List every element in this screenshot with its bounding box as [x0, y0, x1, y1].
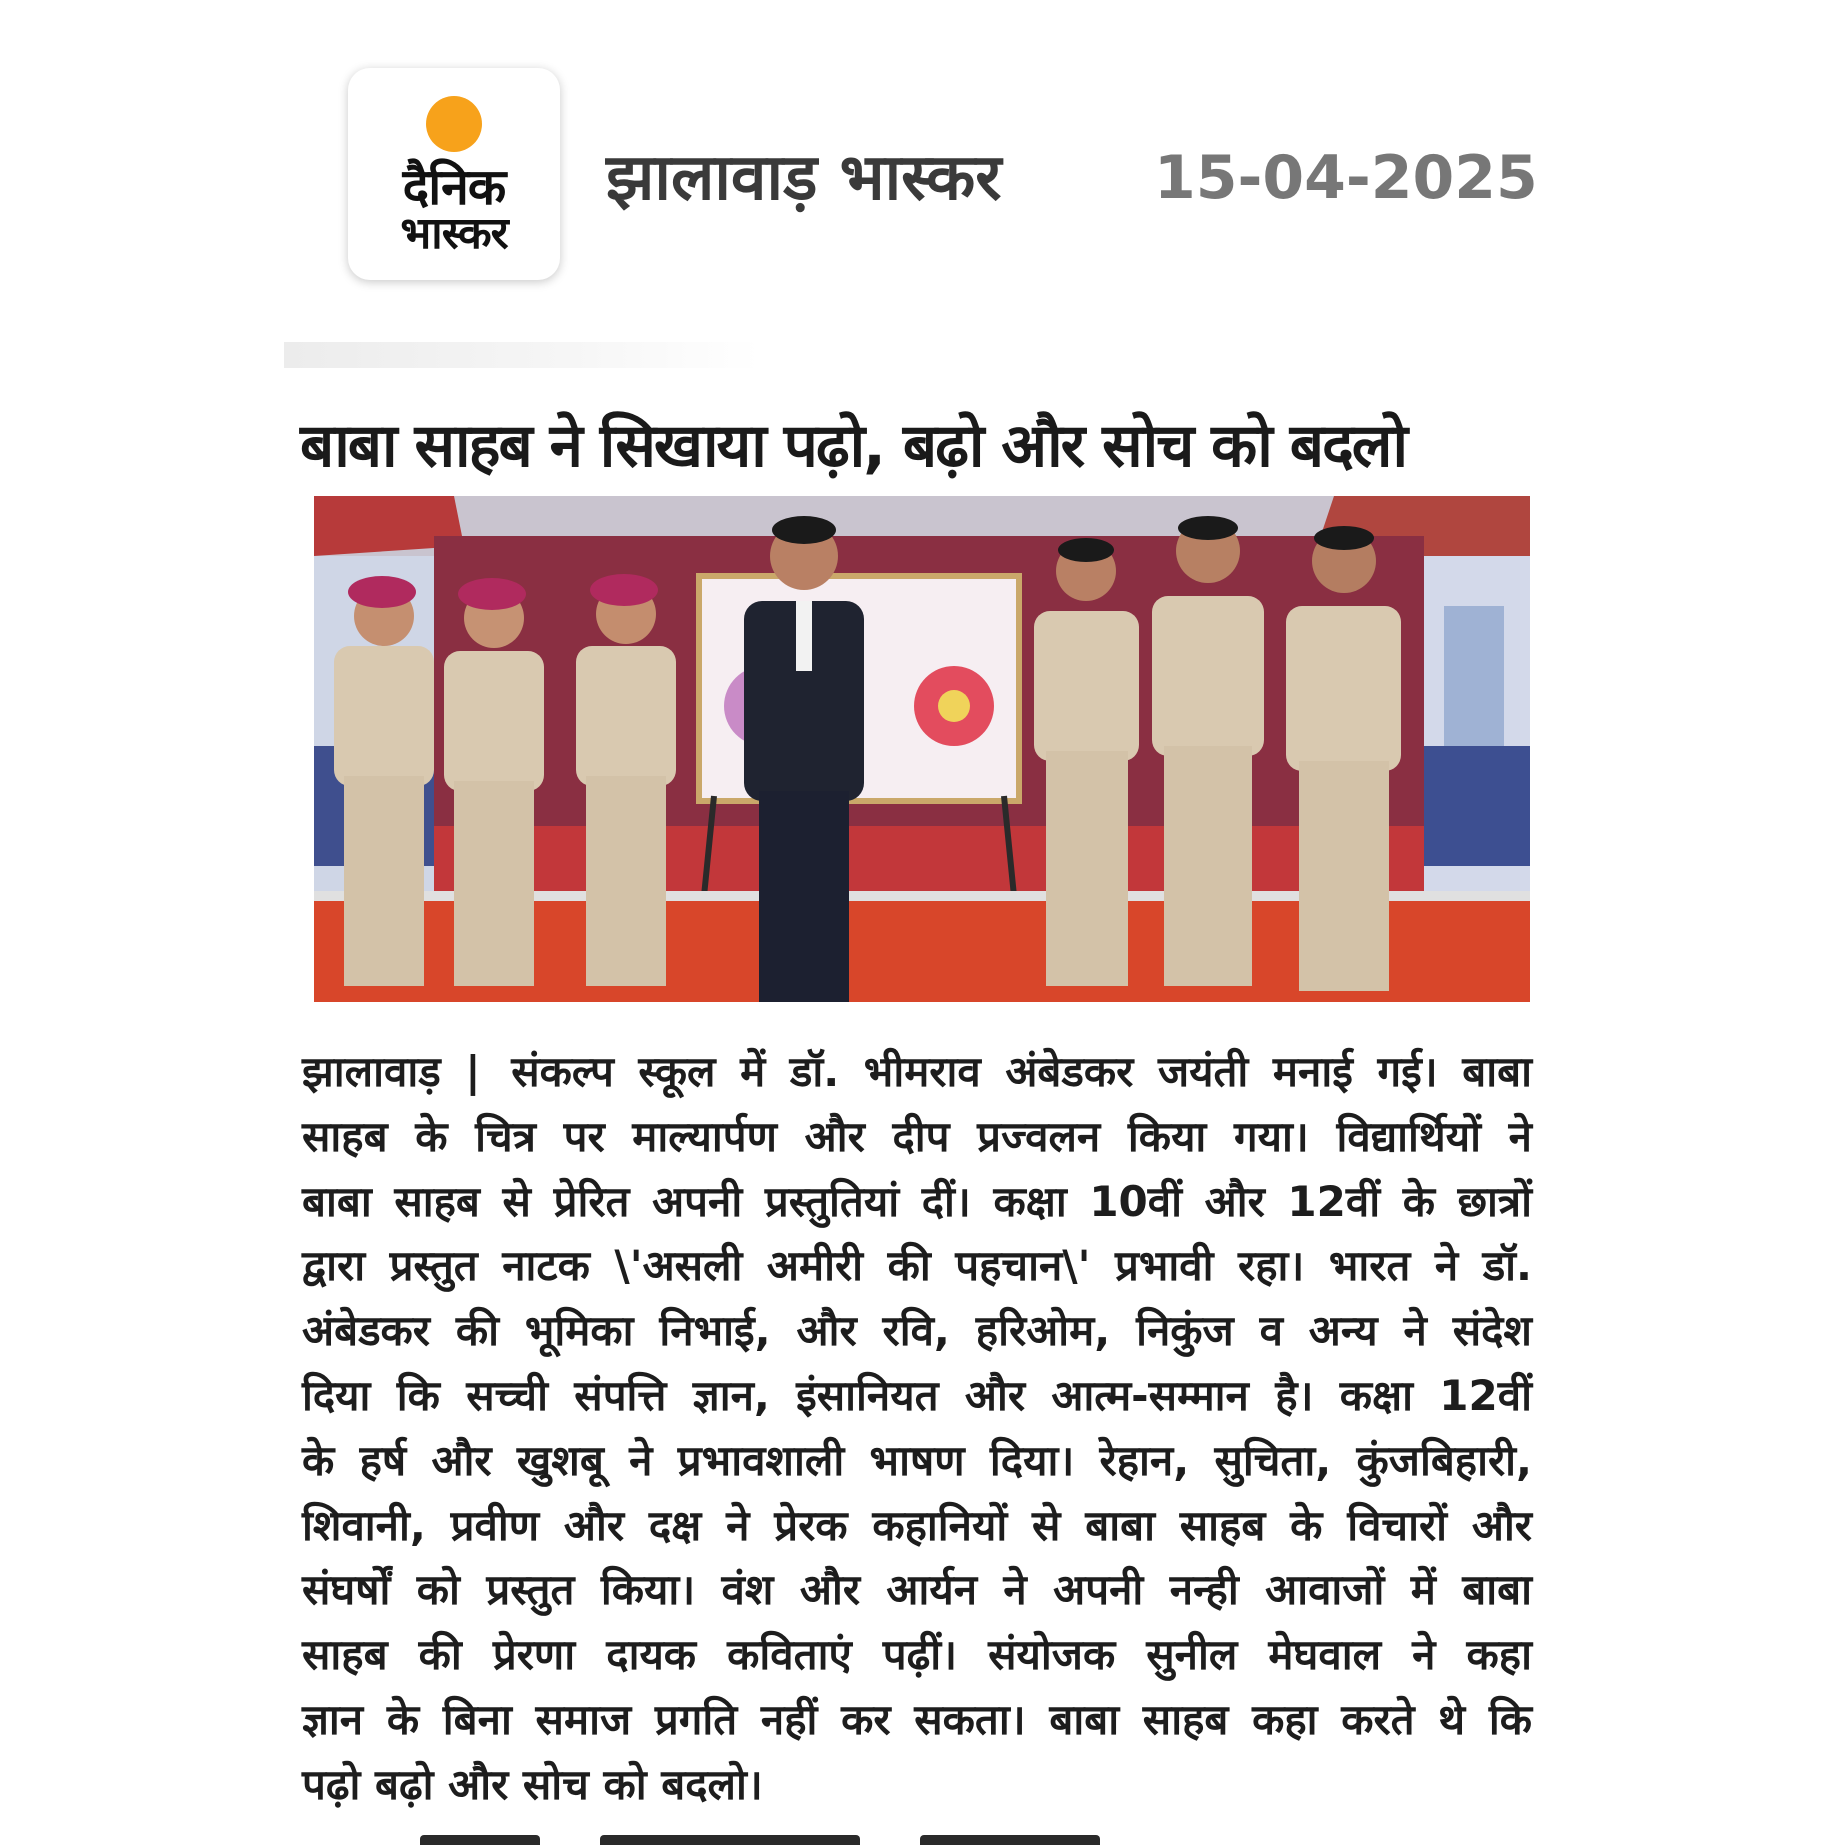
article-line: ज्ञान के बिना समाज प्रगति नहीं कर सकता। बाबा साहब कहा करते थे कि [302, 1694, 1532, 1744]
article-line: साहब की प्रेरणा दायक कविताएं पढ़ीं। संयोजक सुनील मेघवाल ने कहा [302, 1630, 1532, 1680]
event-photo-illustration [314, 496, 1530, 1002]
article-line: संघर्षों को प्रस्तुत किया। वंश और आर्यन ने अपनी नन्ही आवाजों में बाबा [302, 1565, 1532, 1615]
article-photo [314, 496, 1530, 1002]
article-headline: बाबा साहब ने सिखाया पढ़ो, बढ़ो और सोच को बदलो [300, 411, 1407, 481]
sun-icon [426, 96, 482, 152]
logo-text-line1: दैनिक [402, 158, 506, 216]
article-body [302, 1040, 1532, 1818]
article-line: दिया कि सच्ची संपत्ति ज्ञान, इंसानियत और आत्म-सम्मान है। कक्षा 12वीं [302, 1370, 1532, 1420]
article-line: के हर्ष और खुशबू ने प्रभावशाली भाषण दिया। रेहान, सुचिता, कुंजबिहारी, [302, 1435, 1532, 1485]
article-line-text: संकल्प स्कूल में डॉ. भीमराव अंबेडकर जयंती मनाई गई। बाबा [511, 1047, 1532, 1096]
publication-date: 15-04-2025 [1154, 143, 1538, 213]
dainik-bhaskar-logo [348, 68, 560, 280]
article-line: अंबेडकर की भूमिका निभाई, और रवि, हरिओम, निकुंज व अन्य ने संदेश [302, 1306, 1532, 1356]
cropped-next-headline [420, 1828, 1400, 1845]
edition-name: झालावाड़ भास्कर [606, 141, 1002, 215]
article-line: शिवानी, प्रवीण और दक्ष ने प्रेरक कहानियों से बाबा साहब के विचारों और [302, 1500, 1532, 1550]
dateline: झालावाड़ | [302, 1047, 481, 1096]
article-line: बाबा साहब से प्रेरित अपनी प्रस्तुतियां दीं। कक्षा 10वीं और 12वीं के छात्रों [302, 1176, 1532, 1226]
logo-text-line2: भास्कर [400, 208, 508, 259]
article-line: पढ़ो बढ़ो और सोच को बदलो। [302, 1759, 763, 1809]
article-line: साहब के चित्र पर माल्यार्पण और दीप प्रज्वलन किया गया। विद्यार्थियों ने [302, 1111, 1532, 1161]
article-line [302, 1040, 1532, 1105]
article-line: द्वारा प्रस्तुत नाटक \'असली अमीरी की पहचान\' प्रभावी रहा। भारत ने डॉ. [302, 1241, 1532, 1291]
faded-kicker-strip [284, 342, 760, 368]
